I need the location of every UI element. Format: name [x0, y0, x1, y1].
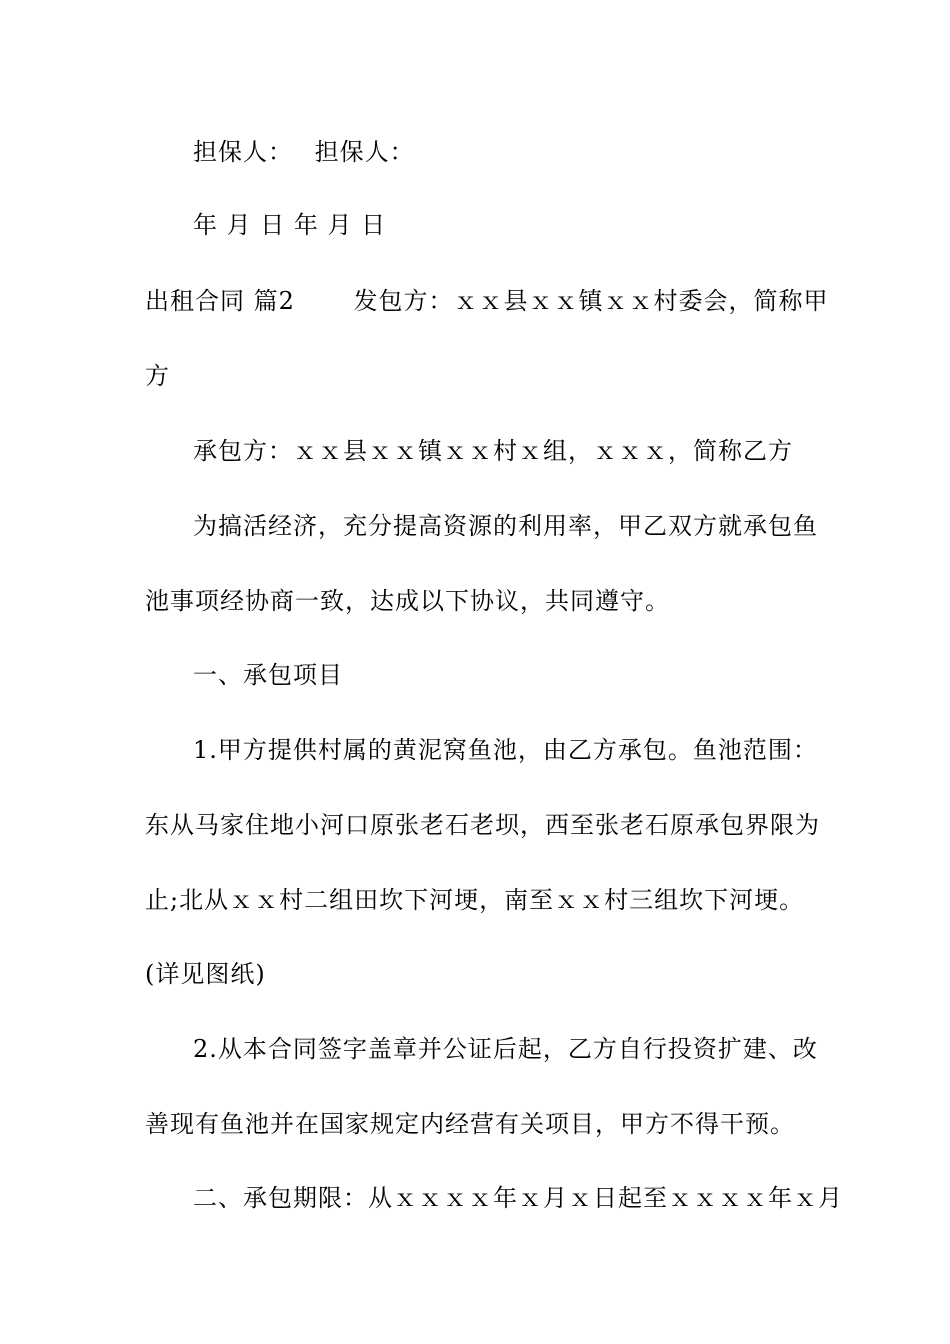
guarantor-signature-line: 担保人： 担保人：	[193, 138, 415, 166]
section-heading: 一、承包项目	[193, 661, 343, 689]
section-heading: 二、承包期限：从ｘｘｘｘ年ｘ月ｘ日起至ｘｘｘｘ年ｘ月	[193, 1184, 843, 1212]
contract-heading-line: 出租合同 篇2 发包方：ｘｘ县ｘｘ镇ｘｘ村委会，简称甲	[145, 287, 829, 315]
text-line: 方	[145, 362, 170, 390]
clause-line: 1.甲方提供村属的黄泥窝鱼池，由乙方承包。鱼池范围：	[193, 736, 818, 764]
paragraph-line: 池事项经协商一致，达成以下协议，共同遵守。	[145, 587, 670, 615]
clause-line: 2.从本合同签字盖章并公证后起，乙方自行投资扩建、改	[193, 1035, 818, 1063]
clause-line: 善现有鱼池并在国家规定内经营有关项目，甲方不得干预。	[145, 1110, 795, 1138]
clause-line: 东从马家住地小河口原张老石老坝，西至张老石原承包界限为	[145, 811, 820, 839]
date-signature-line: 年 月 日 年 月 日	[193, 211, 387, 239]
clause-line: (详见图纸)	[145, 960, 266, 988]
contractor-line: 承包方：ｘｘ县ｘｘ镇ｘｘ村ｘ组，ｘｘｘ，简称乙方	[193, 437, 793, 465]
clause-line: 止;北从ｘｘ村二组田坎下河埂，南至ｘｘ村三组坎下河埂。	[145, 886, 805, 914]
paragraph-line: 为搞活经济，充分提高资源的利用率，甲乙双方就承包鱼	[193, 512, 818, 540]
